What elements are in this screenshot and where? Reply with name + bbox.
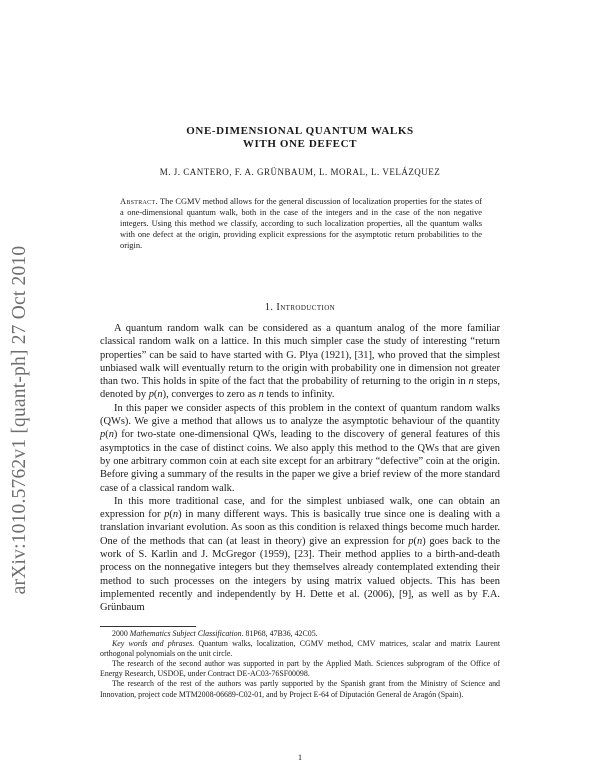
arxiv-identifier[interactable]: arXiv:1010.5762v1 [quant-ph] 27 Oct 2010 — [9, 245, 30, 595]
page-number: 1 — [297, 752, 303, 762]
math-var: p — [148, 389, 154, 401]
paragraph — [100, 322, 500, 402]
text-run: ) for two-state one-dimensional QWs, leading to the discovery of general features of this asymptotics in the case of distinct coins. We also apply this method to the QWs that are given by one arbitrary common coin at each site except for an arbitrary “defective” coin at the origin. Before giving a summary of the results in the paper we give a brief review of the more standard case of a classical random walk. — [100, 429, 500, 494]
arxiv-sidebar — [0, 0, 40, 776]
msc-label: Mathematics Subject Classification. — [129, 629, 244, 638]
title-line-2: WITH ONE DEFECT — [242, 138, 358, 150]
abstract-label: Abstract. — [120, 197, 158, 206]
paragraph — [100, 495, 500, 615]
text-run: In this more traditional case, and for the simplest unbiased walk, one can obtain an expression for — [100, 495, 500, 521]
math-var: p — [408, 535, 414, 547]
funding-footnote: The research of the rest of the authors was partly supported by the Spanish grant from the Ministry of Science and Innovation, project code MTM2008-06689-C02-01, and by Project E-64 of Diputación General de Aragón (Spain). — [100, 679, 500, 699]
text-run: In this paper we consider aspects of this problem in the context of quantum random walks (QWs). We give a method that allows us to analyze the asymptotic behaviour of the quantity — [100, 402, 500, 428]
text-run: A quantum random walk can be considered as a quantum analog of the more familiar classical random walk on a lattice. In this much simpler case the study of interesting “return properties” can be said to have started with G. Plya (1921), [31], who proved that the simplest unbiased walk will eventually return to the origin with probability one in dimension not greater than two. This holds in spite of the fact that the probability of returning to the origin in — [100, 323, 500, 388]
footnote-divider — [100, 626, 196, 627]
text-run: ( — [169, 509, 173, 521]
text-run: steps, denoted by — [100, 376, 501, 401]
section-number: 1. — [264, 302, 274, 313]
section-heading — [100, 302, 500, 313]
keywords-footnote — [100, 639, 500, 659]
text-run: ) goes back to the work of S. Karlin and J. McGregor (1959), [23]. Their method applies to a birth-and-death process on the nonnegative integers but they themselves already contemplated extending their method to such processes on the integers by using matrix valued objects. This has been implemented recently and independently by H. Dette et al. (2006), [9], as well as by F.A. Grünbaum — [100, 535, 500, 614]
abstract — [120, 196, 482, 251]
math-var: n — [258, 389, 264, 401]
msc-footnote — [100, 629, 500, 639]
paragraph — [100, 402, 500, 495]
keywords-label: Key words and phrases. — [112, 639, 195, 649]
section-title: Introduction — [276, 302, 336, 313]
keywords-text: Quantum walks, localization, CGMV method, CMV matrices, scalar and matrix Laurent orthogonal polynomials on the unit circle. — [100, 639, 501, 659]
text-run: tends to infinity. — [263, 389, 335, 401]
funding-footnote: The research of the second author was supported in part by the Applied Math. Sciences subprogram of the Office of Energy Research, USDOE, under Contract DE-AC03-76SF00098. — [100, 659, 500, 679]
math-var: n — [108, 429, 114, 441]
text-run: ( — [105, 429, 109, 441]
math-var: n — [157, 389, 163, 401]
abstract-text: The CGMV method allows for the general discussion of localization properties for the states of a one-dimensional quantum walk, both in the case of the integers and in the case of the non negative integers. Using this method we classify, according to such localization properties, all the quantum walks with one defect at the origin, providing explicit expressions for the asymptotic return probabilities to the origin. — [120, 197, 482, 251]
math-var: p — [100, 429, 106, 441]
text-run: ( — [153, 389, 158, 401]
author-list: M. J. CANTERO, F. A. GRÜNBAUM, L. MORAL, L. VELÁZQUEZ — [159, 167, 441, 177]
msc-codes: 81P68, 47B36, 42C05. — [243, 629, 318, 638]
text-run: ( — [413, 535, 418, 547]
footnotes — [100, 629, 500, 700]
math-var: n — [417, 535, 423, 547]
paper-title — [100, 125, 500, 151]
math-var: n — [172, 509, 179, 521]
text-run: ), converges to zero as — [162, 389, 259, 401]
text-run: 2000 — [112, 629, 130, 638]
body-text — [100, 322, 500, 615]
text-run: ) in many different ways. This is basically true since one is dealing with a translation invariant evolution. As soon as this condition is relaxed things become much harder. One of the methods that can (at least in theory) give an expression for — [100, 509, 500, 547]
math-var: p — [164, 509, 170, 521]
math-var: n — [468, 376, 474, 388]
title-line-1: ONE-DIMENSIONAL QUANTUM WALKS — [186, 125, 414, 137]
